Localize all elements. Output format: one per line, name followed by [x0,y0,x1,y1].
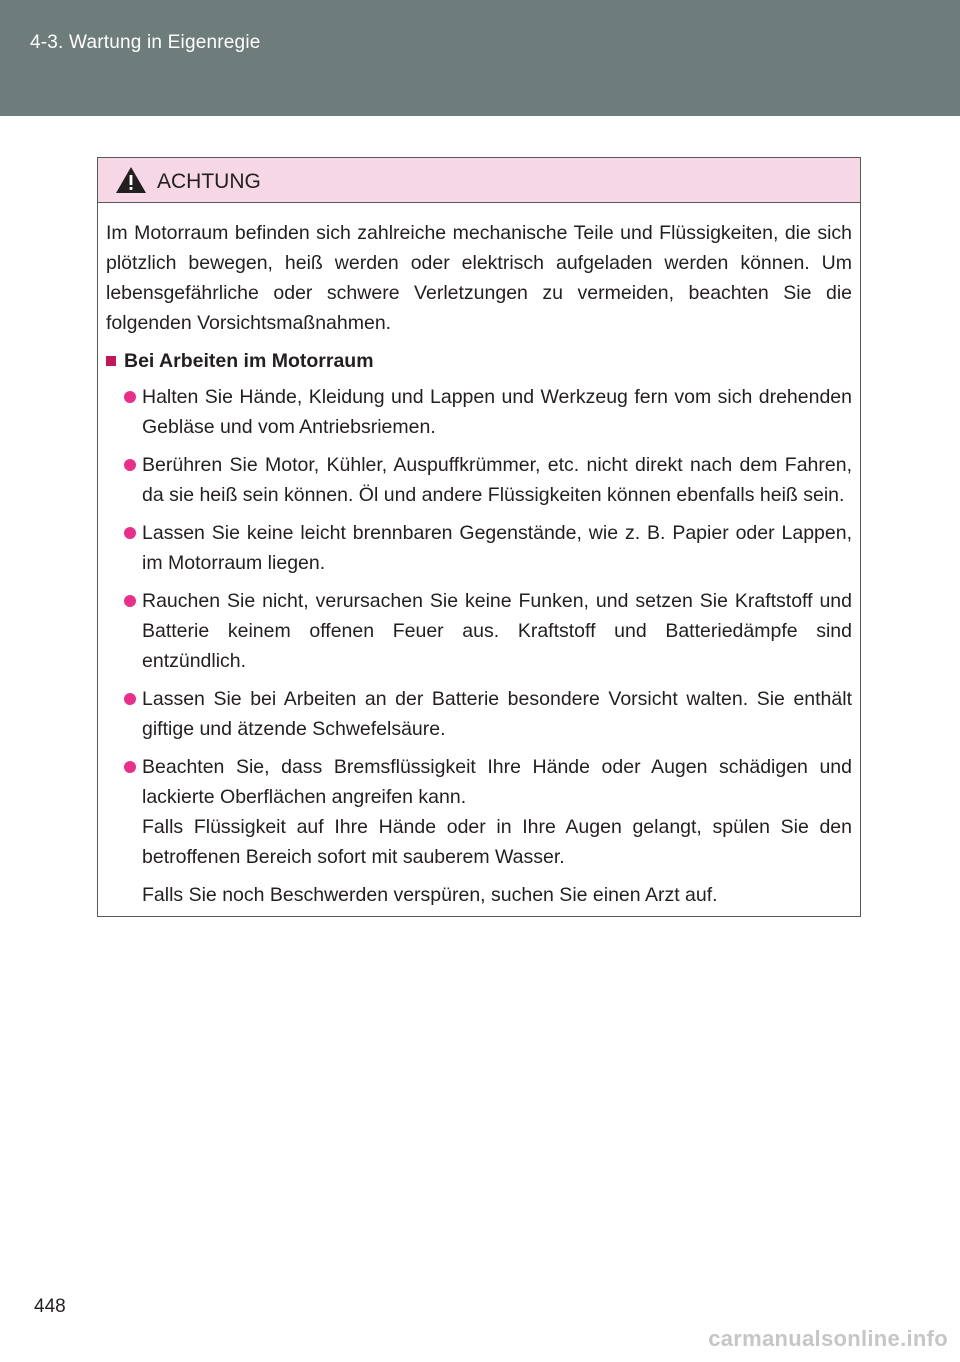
dot-bullet-icon [124,459,136,471]
bullet-text: Lassen Sie bei Arbeiten an der Batterie besondere Vorsicht walten. Sie enthält giftige und ätzende Schwefelsäure. [142,688,852,740]
bullet-item [106,382,852,442]
section-title: 4-3. Wartung in Eigenregie [30,32,261,53]
bullet-text: Halten Sie Hände, Kleidung und Lappen und Werkzeug fern vom sich drehenden Gebläse und vom Antriebsriemen. [142,386,852,438]
bullet-text: Lassen Sie keine leicht brennbaren Gegenstände, wie z. B. Papier oder Lappen, im Motorraum liegen. [142,522,852,574]
bullet-text: Rauchen Sie nicht, verursachen Sie keine Funken, und setzen Sie Kraftstoff und Batterie keinem offenen Feuer aus. Kraftstoff und Batteriedämpfe sind entzündlich. [142,590,852,672]
subheading-text: Bei Arbeiten im Motorraum [124,350,374,372]
bullet-continuation: Falls Flüssigkeit auf Ihre Hände oder in Ihre Augen gelangt, spülen Sie den betroffenen Bereich sofort mit sauberem Wasser. [142,816,852,868]
warning-intro: Im Motorraum befinden sich zahlreiche mechanische Teile und Flüssigkeiten, die sich plötzlich bewegen, heiß werden oder elektrisch aufgeladen werden können. Um lebensgefährliche oder schwere Verletzungen zu vermeiden, beachten Sie die folgenden Vorsichtsmaßnahmen. [106,222,852,334]
warning-title: ACHTUNG [157,170,261,193]
bullet-text: Beachten Sie, dass Bremsflüssigkeit Ihre Hände oder Augen schädigen und lackierte Oberflächen angreifen kann. [142,756,852,808]
dot-bullet-icon [124,693,136,705]
bullet-item [106,684,852,744]
warning-body [106,218,852,910]
dot-bullet-icon [124,595,136,607]
watermark: carmanualsonline.info [708,1326,948,1351]
bullet-item [106,518,852,578]
subheading [106,346,852,376]
page-number: 448 [34,1296,66,1317]
dot-bullet-icon [124,527,136,539]
dot-bullet-icon [124,391,136,403]
header-bar [0,0,960,116]
warning-header [98,158,860,203]
bullet-extra-paragraph: Falls Sie noch Beschwerden verspüren, suchen Sie einen Arzt auf. [142,884,718,906]
bullet-item [106,752,852,872]
bullet-item [106,450,852,510]
bullet-text: Berühren Sie Motor, Kühler, Auspuffkrümmer, etc. nicht direkt nach dem Fahren, da sie heiß sein können. Öl und andere Flüssigkeiten können ebenfalls heiß sein. [142,454,852,506]
warning-triangle-icon [115,166,147,194]
warning-box [97,157,861,917]
dot-bullet-icon [124,761,136,773]
bullet-item [106,586,852,676]
square-bullet-icon [106,356,116,366]
